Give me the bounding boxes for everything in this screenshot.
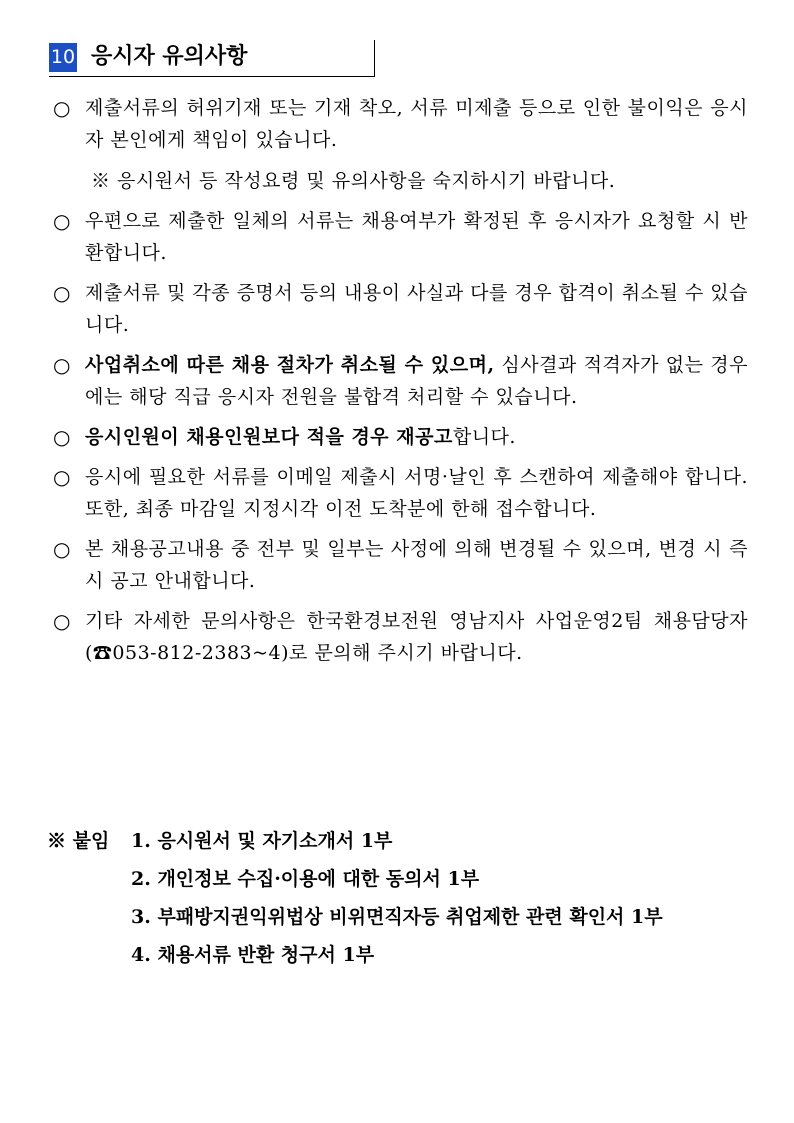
- item-text: 제출서류 및 각종 증명서 등의 내용이 사실과 다를 경우 합격이 취소될 수 있습니다.: [85, 282, 748, 336]
- list-item: [53, 349, 748, 413]
- note-text: ※ 응시원서 등 작성요령 및 유의사항을 숙지하시기 바랍니다.: [91, 170, 616, 192]
- item-text: 본 채용공고내용 중 전부 및 일부는 사정에 의해 변경될 수 있으며, 변경 시 즉시 공고 안내합니다.: [85, 538, 748, 592]
- circle-bullet: ○: [53, 281, 71, 305]
- item-text: 기타 자세한 문의사항은 한국환경보전원 영남지사 사업운영2팀 채용담당자(☎053-812-2383~4)로 문의해 주시기 바랍니다.: [85, 610, 748, 664]
- circle-bullet: ○: [53, 609, 71, 633]
- attachment-row: [47, 864, 747, 902]
- item-text: 제출서류의 허위기재 또는 기재 착오, 서류 미제출 등으로 인한 불이익은 응시자 본인에게 책임이 있습니다.: [85, 97, 748, 151]
- list-item: [53, 533, 748, 597]
- list-item: [53, 277, 748, 341]
- list-item: [53, 421, 748, 453]
- attachments: [47, 826, 747, 978]
- item-text: 합니다.: [452, 426, 516, 448]
- attachment-item: 3. 부패방지권익위법상 비위면직자등 취업제한 관련 확인서 1부: [131, 906, 663, 928]
- circle-bullet: ○: [53, 425, 71, 449]
- list-item: [53, 92, 748, 156]
- circle-bullet: ○: [53, 537, 71, 561]
- item-text: 응시에 필요한 서류를 이메일 제출시 서명·날인 후 스캔하여 제출해야 합니다. 또한, 최종 마감일 지정시각 이전 도착분에 한해 접수합니다.: [85, 466, 748, 520]
- attachment-row: [47, 826, 747, 864]
- circle-bullet: ○: [53, 465, 71, 489]
- list-item: [53, 605, 748, 669]
- circle-bullet: ○: [53, 96, 71, 120]
- item-text: 우편으로 제출한 일체의 서류는 채용여부가 확정된 후 응시자가 요청할 시 반환합니다.: [85, 210, 748, 264]
- attachments-label: ※ 붙임: [47, 830, 110, 852]
- circle-bullet: ○: [53, 353, 71, 377]
- item-bold-text: 사업취소에 따른 채용 절차가 취소될 수 있으며,: [85, 354, 495, 376]
- item-text: 심사결과 적격자가 없는 경우에는 해당 직급 응시자 전원을 불합격 처리할 수 있습니다.: [85, 354, 748, 408]
- notice-list: [53, 92, 748, 669]
- section-header: [49, 40, 375, 77]
- attachment-row: [47, 940, 747, 978]
- attachment-item: 1. 응시원서 및 자기소개서 1부: [131, 830, 393, 852]
- list-item: [53, 205, 748, 269]
- attachment-row: [47, 902, 747, 940]
- item-bold-text: 응시인원이 채용인원보다 적을 경우 재공고: [85, 426, 453, 448]
- list-item: [53, 461, 748, 525]
- circle-bullet: ○: [53, 209, 71, 233]
- section-number-badge: 10: [49, 43, 77, 72]
- section-title: 응시자 유의사항: [91, 44, 248, 69]
- attachment-item: 4. 채용서류 반환 청구서 1부: [131, 944, 375, 966]
- attachment-item: 2. 개인정보 수집·이용에 대한 동의서 1부: [131, 868, 480, 890]
